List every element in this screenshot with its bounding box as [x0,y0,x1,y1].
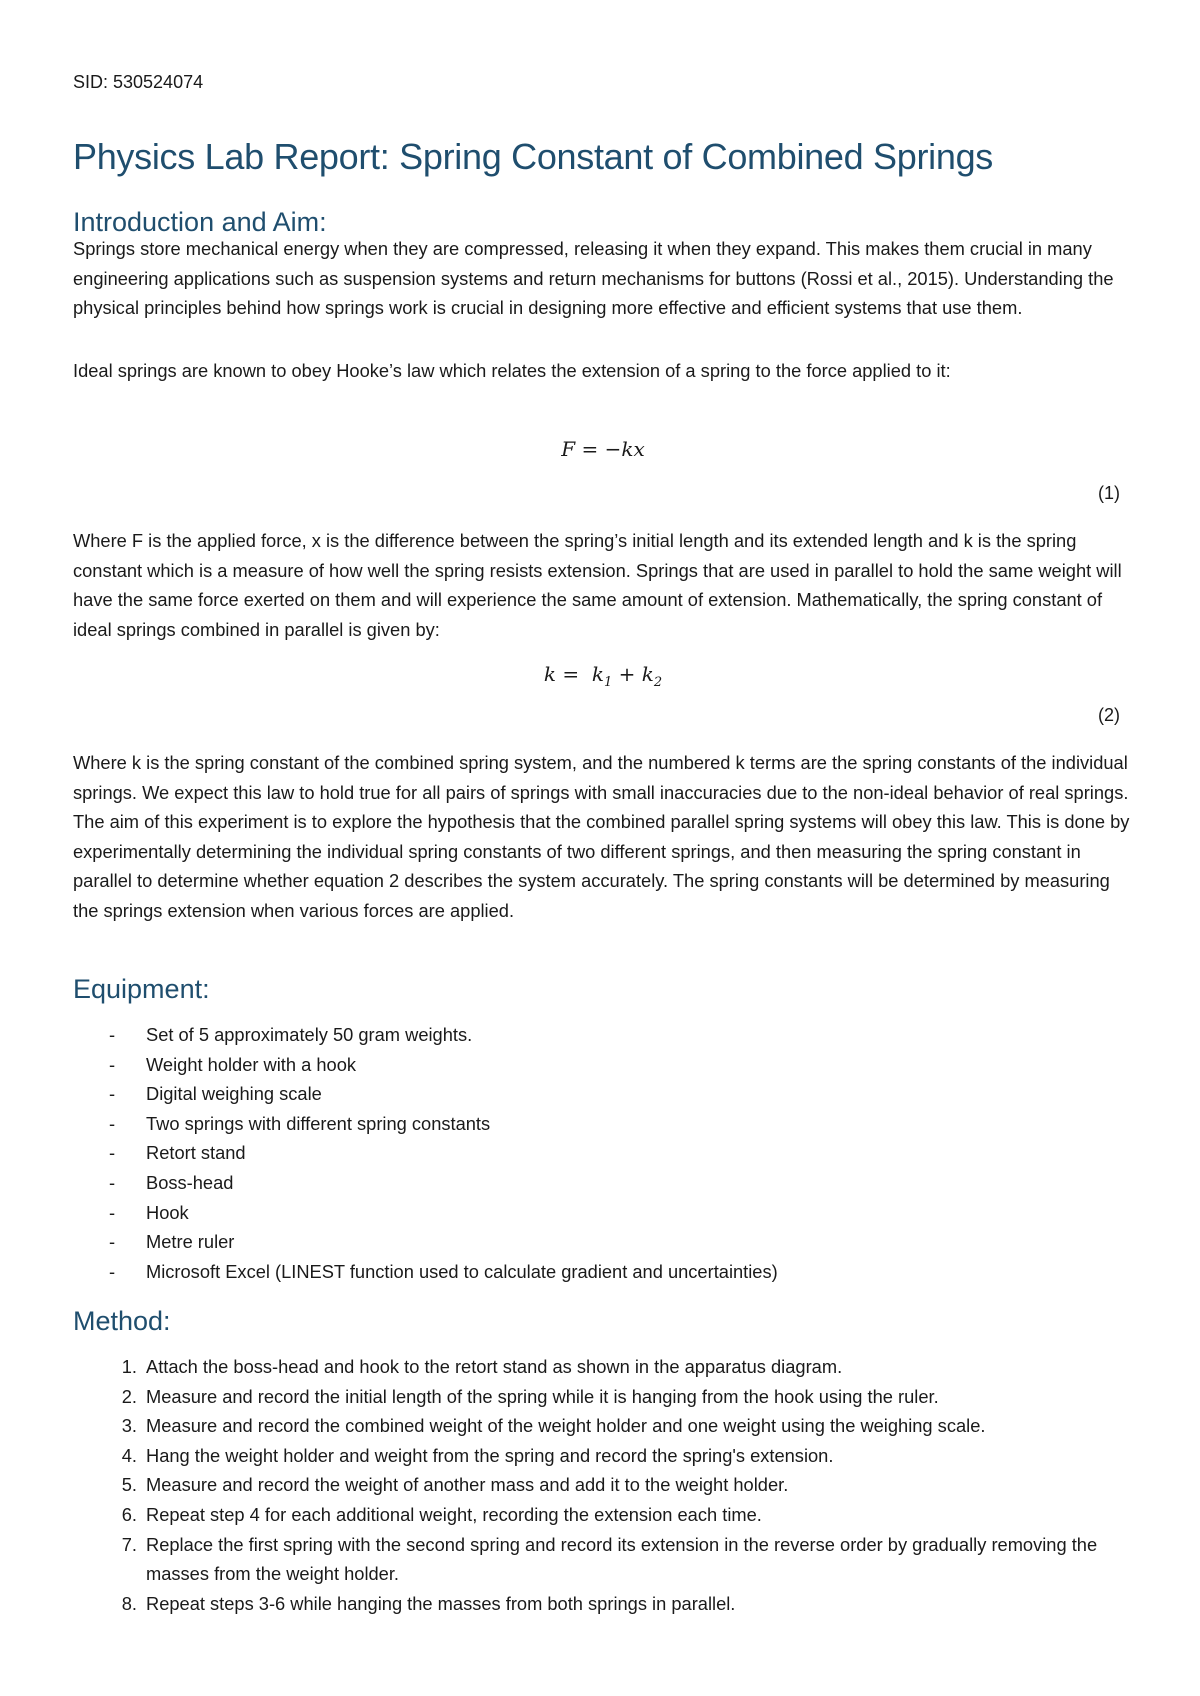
equation-lhs: k = [543,662,580,686]
equation-hookes-law: F = −kx [561,437,645,461]
method-list [73,1352,1133,1618]
equation-k2-subscript: 2 [653,675,663,690]
list-item: 2. Measure and record the initial length of the spring while it is hanging from the hook using the ruler. [73,1382,1133,1412]
list-item: - Weight holder with a hook [73,1050,1133,1080]
intro-paragraph-2: Ideal springs are known to obey Hooke’s law which relates the extension of a spring to the force applied to it: [73,360,951,381]
list-item: - Boss-head [73,1168,1133,1198]
step-number: 6. [121,1503,137,1525]
equation-k2: k [641,662,654,686]
list-item: 4. Hang the weight holder and weight from the spring and record the spring's extension. [73,1441,1133,1471]
list-marker: - [109,1083,116,1105]
step-number: 4. [121,1444,137,1466]
step-number: 3. [121,1415,137,1437]
list-item: - Metre ruler [73,1227,1133,1257]
list-marker: - [109,1171,116,1193]
list-item: - Digital weighing scale [73,1079,1133,1109]
intro-paragraph-1: Springs store mechanical energy when they are compressed, releasing it when they expand. This makes them crucial in many engineering applications such as suspension systems and return mechanisms for buttons (Rossi et al., 2015). Understanding the physical principles behind how springs work is crucial in designing more effective and efficient systems that use them. [73,238,1114,319]
step-number: 8. [121,1592,137,1614]
list-item: 8. Repeat steps 3-6 while hanging the masses from both springs in parallel. [73,1589,1133,1619]
equation-number-2: (2) [1098,705,1120,725]
list-marker: - [109,1260,116,1282]
intro-paragraph-3: Where F is the applied force, x is the difference between the spring’s initial length and its extended length and k is the spring constant which is a measure of how well the spring resists extension. Springs that are used in parallel to hold the same weight will have the same force exerted on them and will experience the same amount of extension. Mathematically, the spring constant of ideal springs combined in parallel is given by: [73,530,1122,640]
list-item: 1. Attach the boss-head and hook to the retort stand as shown in the apparatus diagram. [73,1352,1133,1382]
intro-heading: Introduction and Aim: [73,207,327,237]
list-item: 6. Repeat step 4 for each additional weight, recording the extension each time. [73,1500,1133,1530]
list-item: - Hook [73,1198,1133,1228]
list-marker: - [109,1231,116,1253]
list-item: - Retort stand [73,1138,1133,1168]
equation-plus: + [618,662,636,686]
step-number: 7. [121,1533,137,1555]
step-number: 5. [121,1474,137,1496]
method-heading: Method: [73,1306,171,1336]
equation-parallel-springs [73,662,1133,690]
list-marker: - [109,1112,116,1134]
list-item: 5. Measure and record the weight of another mass and add it to the weight holder. [73,1470,1133,1500]
list-marker: - [109,1201,116,1223]
list-item: - Two springs with different spring constants [73,1109,1133,1139]
step-number: 1. [121,1356,137,1377]
list-marker: - [109,1142,116,1164]
equation-k1-subscript: 1 [603,675,613,690]
equation-number-1: (1) [1098,483,1120,503]
list-marker: - [109,1053,116,1075]
list-item: - Set of 5 approximately 50 gram weights. [73,1020,1133,1050]
student-id: SID: 530524074 [73,72,204,92]
equipment-list [73,1020,1133,1286]
step-number: 2. [121,1385,137,1407]
intro-paragraph-4: Where k is the spring constant of the combined spring system, and the numbered k terms are the spring constants of the individual springs. We expect this law to hold true for all pairs of springs with small inaccuracies due to the non-ideal behavior of real springs. The aim of this experiment is to explore the hypothesis that the combined parallel spring systems will obey this law. This is done by experimentally determining the individual spring constants of two different springs, and then measuring the spring constant in parallel to determine whether equation 2 describes the system accurately. The spring constants will be determined by measuring the springs extension when various forces are applied. [73,752,1130,921]
equipment-heading: Equipment: [73,974,210,1004]
list-item: - Microsoft Excel (LINEST function used to calculate gradient and uncertainties) [73,1257,1133,1287]
list-item: 3. Measure and record the combined weight of the weight holder and one weight using the weighing scale. [73,1411,1133,1441]
list-item: 7. Replace the first spring with the second spring and record its extension in the reverse order by gradually removing the masses from the weight holder. [73,1530,1133,1589]
equation-k1: k [591,662,604,686]
list-marker: - [109,1024,116,1045]
page-title: Physics Lab Report: Spring Constant of Combined Springs [73,136,993,177]
